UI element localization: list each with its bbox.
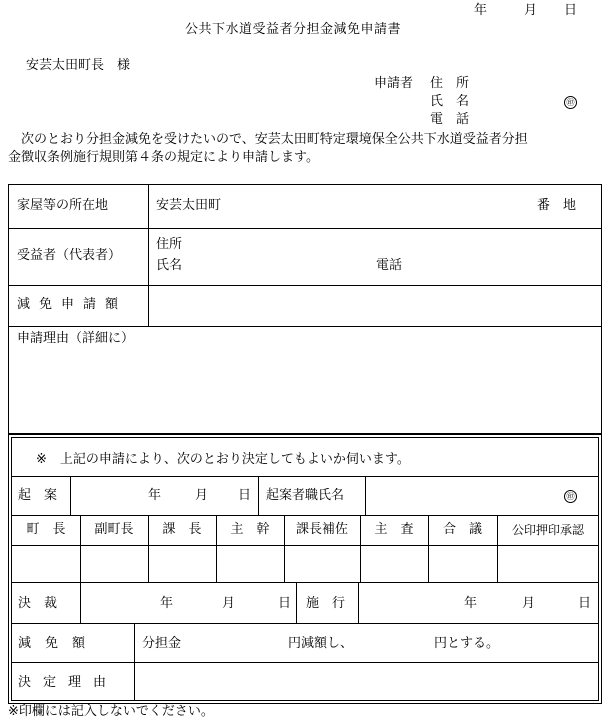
location-town: 安芸太田町 (156, 198, 222, 213)
applicant-label: 申請者 (374, 76, 414, 91)
exempt-text-1: 分担金 (142, 636, 182, 651)
exempt-label: 減免額 (18, 636, 100, 651)
approver-section-chief: 課 長 (162, 522, 202, 537)
office-note: ※ 上記の申請により、次のとおり決定してもよいか伺います。 (36, 452, 410, 467)
approver-inspector: 主 査 (374, 522, 414, 537)
enforce-day: 日 (578, 596, 592, 611)
location-field[interactable] (157, 200, 527, 214)
reason-field[interactable] (12, 350, 598, 428)
draft-year: 年 (148, 488, 162, 503)
enforce-month: 月 (522, 596, 536, 611)
drafter-seal: ㊞ (564, 488, 577, 504)
approver-official-seal: 公印押印承認 (511, 523, 584, 537)
addressee: 安芸太田町長 様 (26, 58, 131, 73)
header-month: 月 (524, 3, 538, 18)
decision-month: 月 (222, 596, 236, 611)
intro-line-2: 金徴収条例施行規則第４条の規定により申請します。 (8, 150, 319, 165)
location-banchi: 番 地 (537, 198, 577, 213)
exempt-text-3: 円とする。 (434, 636, 500, 651)
approver-consultation: 合 議 (442, 522, 482, 537)
approver-assistant-chief: 課長補佐 (295, 522, 348, 537)
beneficiary-label: 受益者（代表者） (17, 248, 122, 263)
applicant-address-label: 住 所 (430, 76, 470, 91)
enforce-label: 施 行 (306, 596, 346, 611)
reason-label: 申請理由（詳細に） (17, 331, 135, 346)
amount-field[interactable] (152, 290, 598, 322)
approver-chief-officer: 主 幹 (230, 522, 270, 537)
amount-label: 減免申請額 (17, 297, 128, 312)
footer-note: ※印欄には記入しないでください。 (8, 704, 214, 719)
drafter-label: 起案者職氏名 (266, 488, 345, 503)
approver-deputy-mayor: 副町長 (94, 522, 134, 537)
enforce-year: 年 (464, 596, 478, 611)
exempt-text-2: 円減額し、 (288, 636, 354, 651)
beneficiary-name-label: 氏名 (156, 258, 183, 273)
decision-day: 日 (278, 596, 292, 611)
header-day: 日 (564, 3, 578, 18)
header-year: 年 (474, 3, 488, 18)
decision-reason-label: 決定理由 (18, 675, 119, 690)
approver-mayor: 町 長 (26, 522, 66, 537)
beneficiary-address-label: 住所 (156, 237, 183, 252)
applicant-seal: ㊞ (564, 94, 577, 110)
beneficiary-phone-label: 電話 (376, 258, 403, 273)
draft-month: 月 (195, 488, 209, 503)
applicant-name-label: 氏 名 (430, 94, 470, 109)
location-label: 家屋等の所在地 (17, 198, 109, 213)
draft-day: 日 (238, 488, 252, 503)
draft-label: 起 案 (18, 488, 58, 503)
decision-year: 年 (160, 596, 174, 611)
applicant-phone-label: 電 話 (430, 112, 470, 127)
page-title: 公共下水道受益者分担金減免申請書 (185, 22, 402, 37)
intro-line-1: 次のとおり分担金減免を受けたいので、安芸太田町特定環境保全公共下水道受益者分担 (8, 132, 528, 147)
decision-label: 決 裁 (18, 596, 58, 611)
